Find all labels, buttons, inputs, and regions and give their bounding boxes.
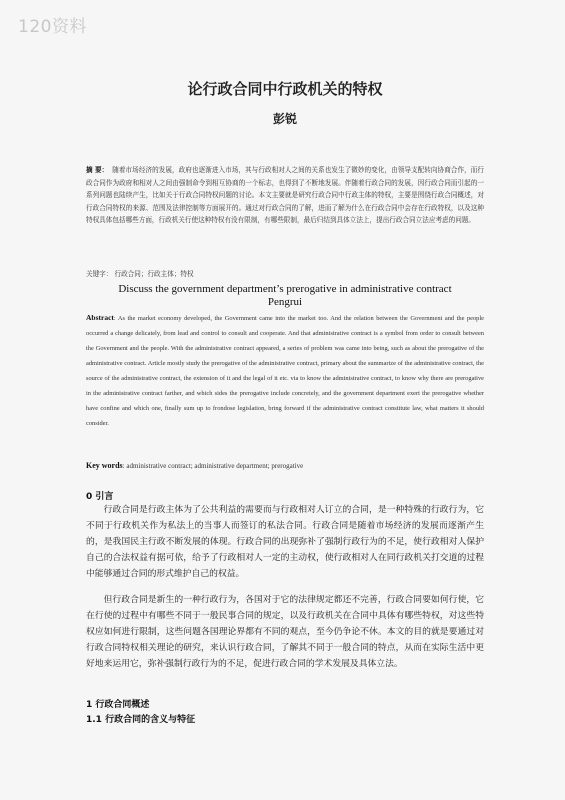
english-title: Discuss the government department’s prerogative in administrative contract xyxy=(118,283,452,295)
english-keywords-label: Key words xyxy=(86,461,123,470)
english-author: Pengrui xyxy=(267,296,303,308)
section-heading-introduction: 0 引言 xyxy=(86,492,114,502)
chinese-abstract-label: 摘 要： xyxy=(86,166,109,174)
paper-author: 彭锐 xyxy=(272,112,297,126)
english-abstract xyxy=(86,310,484,431)
english-keywords-text: : administrative contract; administrative department; prerogative xyxy=(122,462,304,470)
body-paragraph: 行政合同是行政主体为了公共利益的需要而与行政相对人订立的合同，是一种特殊的行政行为，它不同于行政机关作为私法上的当事人而签订的私法合同。行政合同是随着市场经济的发展而逐渐产生的，是我国民主行政不断发展的体现。行政合同的出现弥补了强制行政行为的不足，使行政相对人保护自己的合法权益有据可依，给予了行政相对人一定的主动权，使行政相对人在同行政机关打交道的过程中能够通过合同的形式维护自己的权益。 xyxy=(86,505,484,579)
chinese-abstract xyxy=(86,164,484,227)
english-abstract-label: Abstract xyxy=(86,313,114,322)
english-keywords xyxy=(86,461,484,470)
watermark: 120资料 xyxy=(18,17,87,37)
english-title-block xyxy=(86,283,484,309)
chinese-abstract-text: 随着市场经济的发展，政府也逐渐进入市场，其与行政相对人之间的关系也发生了微妙的变化，由领导支配转向协商合作，而行政合同作为政府和相对人之间由强制命令到相互协商的一个标志，也得到了不断地发展。伴随着行政合同的发展，因行政合同而引起的一系列问题也陆续产生，比如关于行政合同特权问题的讨论。本文主要就是研究行政合同中行政主体的特权，主要是围绕行政合同概述，对行政合同特权的来源、范围及法律控制等方面展开的。通过对行政合同的了解，进而了解为什么在行政合同中会存在行政特权，以及这种特权具体包括哪些方面，行政机关行使这种特权有没有限制，有哪些限制，最后归结到具体立法上，提出行政合同立法应考虑的问题。 xyxy=(86,166,485,224)
paper-title: 论行政合同中行政机关的特权 xyxy=(187,80,383,98)
chinese-keywords xyxy=(86,268,484,278)
subsection-heading: 1.1 行政合同的含义与特征 xyxy=(86,715,196,725)
body-paragraph: 但行政合同是新生的一种行政行为，各国对于它的法律规定都还不完善，行政合同要如何行使，它在行使的过程中有哪些不同于一般民事合同的规定，以及行政机关在合同中具体有哪些特权，对这些特权应如何进行限制，这些问题各国理论界都有不同的观点，至今仍争论不休。本文的目的就是要通过对行政合同特权相关理论的研究，来认识行政合同，了解其不同于一般合同的特点，从而在实际生活中更好地来运用它，弥补强制行政行为的不足，促进行政合同的学术发展及具体立法。 xyxy=(86,595,484,669)
section-heading-overview: 1 行政合同概述 xyxy=(86,700,150,710)
chinese-keywords-text: 行政合同；行政主体；特权 xyxy=(114,270,194,278)
english-abstract-text: : As the market economy developed, the Government came into the market too. And the relation between the Government and the people occurred a change delicately, from lead and control to consult and cooperate. And that administrative contract is a symbol from order to consult between the Government and the people. With the administrative contract appeared, a series of problem was came into being, such as about the prerogative of the administrative contract. Article mostly study the prerogative of the administrative contract, primary about the summarize of the administrative contract, the source of the administrative contract, the extension of it and the legal of it etc. via to know the administrative contract, to know why there are prerogative in the administrative contract farther, and which sides the prerogative include concretely, and the government department exert the prerogative whether have confine and which one, finally sum up to frondose legislation, bring forward if the administrative contract constitute law, what matters it should consider. xyxy=(86,315,484,427)
chinese-keywords-label: 关键字： xyxy=(86,270,113,278)
